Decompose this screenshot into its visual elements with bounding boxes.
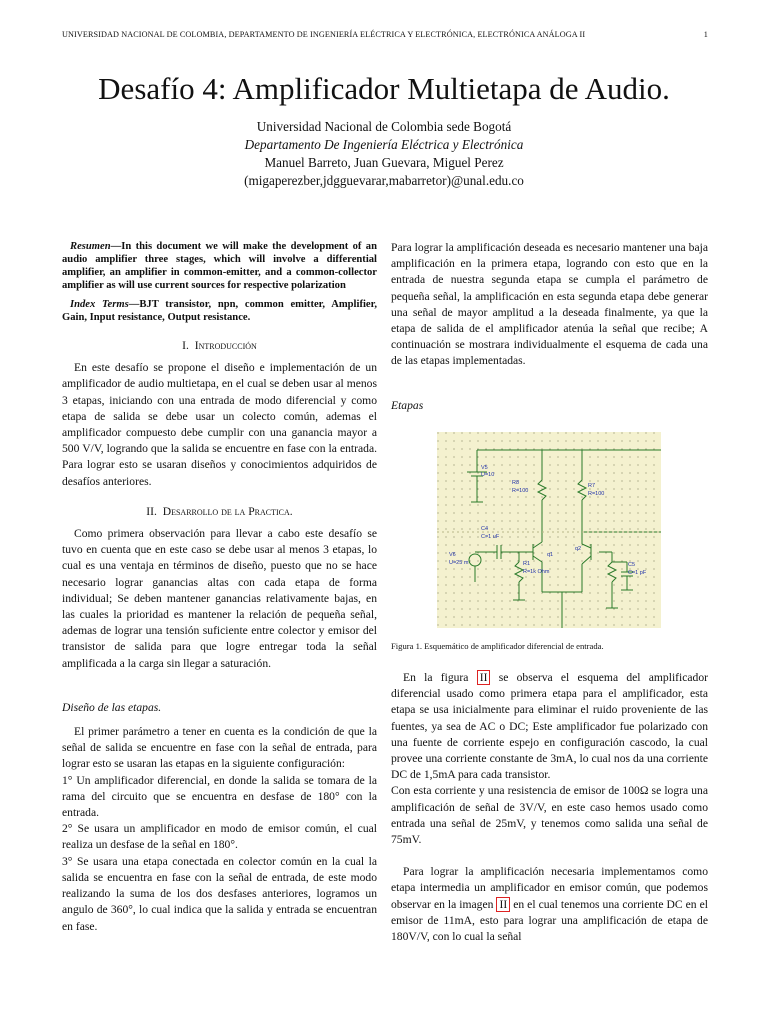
right-column [391, 240, 708, 945]
label-v5: V5 [481, 464, 488, 471]
grid-dots [437, 432, 661, 628]
label-c4-value: C=1 uF [481, 533, 500, 540]
subsection-heading: Diseño de las etapas. [62, 700, 162, 714]
authors: Manuel Barreto, Juan Guevara, Miguel Perez [264, 155, 504, 170]
index-terms-text: —BJT transistor, npn, common emitter, Amplifier, Gain, Input resistance, Output resistance. [62, 299, 377, 323]
label-c5: C5 [628, 561, 636, 568]
label-r1: R1 [523, 560, 531, 567]
list-item-3: 3° Se usara una etapa conectada en colector común en la cual la salida se encuentra en fase con la señal de entrada, de este modo realizando la suma de los dos desfases anteriores, logramos un angulo de 360°, lo cual indica que la salida y entrada se encuentran en fase. [62, 854, 377, 933]
development-paragraph: Como primera observación para llevar a cabo este desafío se tuvo en cuenta que en este caso se debe usar al menos 3 etapas, lo cual es una ventaja en términos de diseño, puesto que no se hace necesario lograr ganancias altas con cada etapa de forma individual; Se deben mantener ganancias relativamente bajas, en las cuales la prioridad es mantener la relación de pequeña señal, ademas de lograr una tensión suficiente entre colector y emisor del transistor de salida para que logre entregar toda la señal amplificada a la carga sin llegar a saturación. [62, 527, 377, 670]
emails: (migaperezber,jdgguevarar,mabarretor)@unal.edu.co [244, 173, 524, 188]
gain-paragraph: Con esta corriente y una resistencia de emisor de 100Ω se logra una amplificación de señal de 3V/V, en este caso hemos usado como entrada una señal de 25mV, y tenemos como salida una señal de 75mV. [391, 784, 708, 847]
page-number: 1 [703, 30, 708, 39]
figure-caption: Figura 1. Esquemático de amplificador diferencial de entrada. [391, 640, 604, 651]
label-r8-value: R=100 [512, 487, 529, 494]
paper-title: Desafío 4: Amplificador Multietapa de Audio. [98, 71, 670, 106]
left-column [62, 240, 377, 935]
figure-ref-link-2[interactable]: II [496, 897, 510, 912]
label-r8: R8 [512, 479, 520, 486]
label-q1: q1 [547, 551, 554, 558]
university: Universidad Nacional de Colombia sede Bogotá [256, 119, 512, 134]
label-r7: R7 [588, 482, 596, 489]
stages-heading: Etapas [391, 398, 424, 412]
author-block [0, 118, 768, 190]
index-terms-label: Index Terms [70, 299, 129, 310]
design-paragraph: El primer parámetro a tener en cuenta es la condición de que la señal de salida se encuentre en fase con la señal de entrada, para lograr esto se usaran las etapas en la siguiente configuración: [62, 725, 377, 771]
abstract-text: —In this document we will make the development of an audio amplifier three stages, which will involve a differential amplifier, an amplifier in common-emitter, and a common-collector amplifier as will use current sources for respective polarization [62, 241, 377, 291]
figure-ref-link[interactable]: II [477, 670, 491, 685]
label-v6-value: U=25 m [449, 559, 469, 566]
label-v6: V6 [449, 551, 456, 558]
label-r1-value: R=1k Ohm [523, 568, 550, 575]
intro-paragraph: En este desafío se propone el diseño e implementación de un amplificador de audio multietapa, en el cual se deben usar al menos 3 etapas, iniciando con una entrada de modo diferencial y como etapa de salida se debe usar un colecto común, ademas el amplificador compuesto debe cumplir con una ganancia mayor a 500 V/V, logrando que la salida se encuentre en fase con la entrada. Para lograr esto se usaran diseños y conocimientos adquiridos de desafíos anteriores. [62, 361, 377, 488]
differential-amplifier-schematic [437, 432, 661, 628]
label-q2: q2 [575, 545, 582, 552]
list-item-2: 2° Se usara un amplificador en modo de emisor común, el cual realiza un desfase de la señal en 180°. [62, 822, 377, 852]
amplification-paragraph: Para lograr la amplificación deseada es necesario mantener una baja amplificación en la primera etapa, logrando con esto que en la entrada de nuestra segunda etapa se cumpla el parámetro de pequeña señal, la amplificación en esta segunda etapa debe generar una señal de mayor amplitud a la deseada finalmente, ya que la etapa de salida de el amplificador atenúa la señal que recibe; A continuación se mostrara individualmente el esquema de cada una de las etapas implementadas. [391, 241, 708, 368]
figure-discussion-paragraph: En la figura II se observa el esquema del amplificador diferencial usado como primera etapa para el amplificador, esta etapa se usa inicialmente para eliminar el ruido proveniente de las fuentes, ya sea de AC o DC; Este amplificador fue polarizado con una fuente de corriente espejo en configuración cascodo, la cual provee una corriente constante de 3mA, lo cual nos da una corriente DC de 1,5mA para cada transistor. [391, 671, 708, 782]
label-r7-value: R=100 [588, 490, 605, 497]
running-title: UNIVERSIDAD NACIONAL DE COLOMBIA, DEPARTAMENTO DE INGENIERÍA ELÉCTRICA Y ELECTRÓNICA, ELECTRÓNICA ANÁLOGA II [62, 30, 586, 39]
department: Departamento De Ingeniería Eléctrica y Electrónica [244, 137, 524, 152]
list-item-1: 1° Un amplificador diferencial, en donde la salida se tomara de la rama del circuito que se encuentra en desfase de 180° con la entrada. [62, 773, 377, 820]
section-heading-1: I. Introducción [182, 339, 257, 352]
label-v5-value: U=10 [481, 471, 495, 478]
label-c4: C4 [481, 525, 489, 532]
running-header [62, 30, 708, 39]
intermediate-stage-paragraph: Para lograr la amplificación necesaria implementamos como etapa intermedia un amplificador en emisor común, que podemos observar en la imagen II en el cual tenemos una corriente DC en el emisor de 11mA, esto para lograr una amplificación de etapa de 180V/V, con lo cual la señal [391, 865, 708, 944]
label-c5-value: C=1 pF [628, 569, 647, 576]
index-terms [62, 298, 377, 324]
abstract-label: Resumen [70, 241, 111, 252]
section-heading-2: II. Desarrollo de la Practica. [146, 504, 293, 518]
abstract [62, 240, 377, 292]
schematic-figure [437, 432, 661, 628]
